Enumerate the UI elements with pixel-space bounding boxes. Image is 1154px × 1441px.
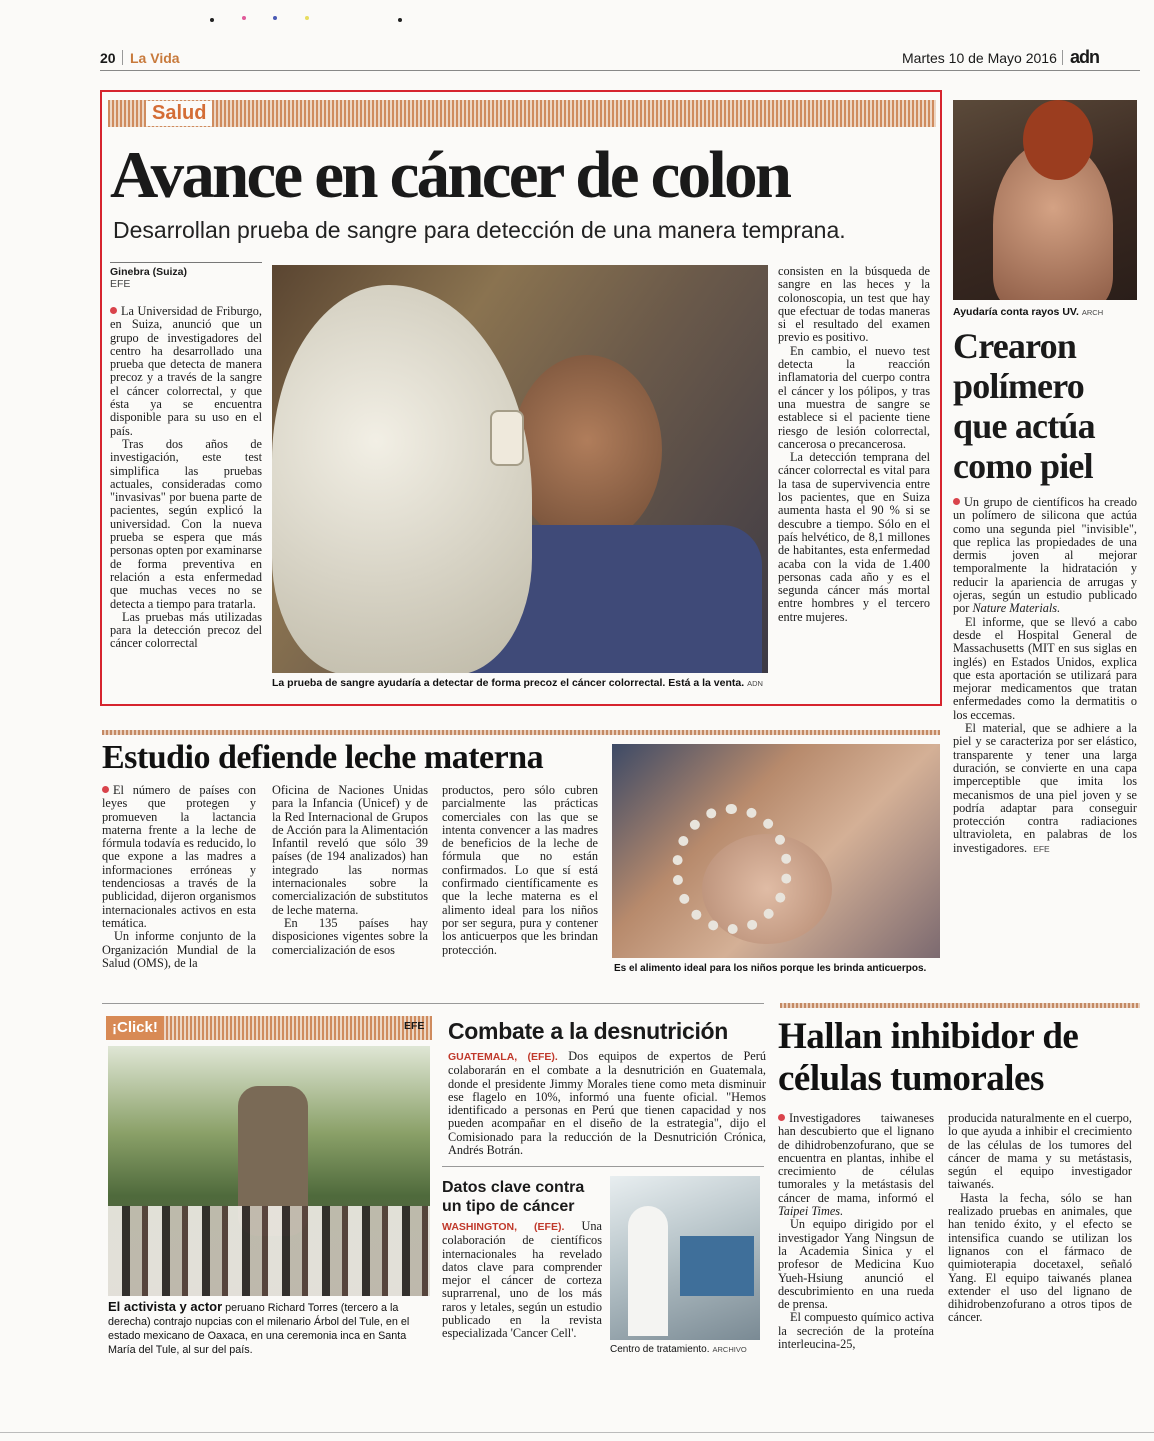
milk-photo-caption: Es el alimento ideal para los niños porque les brinda anticuerpos. [614,963,927,974]
print-registration-marks [210,16,410,24]
main-col-1 [110,305,262,651]
photo-hair [1023,100,1093,180]
cancer-data-headline: Datos clave contra un tipo de cáncer [442,1179,585,1215]
milk-col3-p1: productos, pero sólo cubren parcialmente las prácticas comerciales con las que se intenta convencer a las madres de beneficios de la leche de fórmula que no están confirmados. Lo que sí está confirmado científicamente es que la leche materna es el alimento ideal para los niños por ser segura, pura y contener los anticuerpos que les brindan protección. [442,783,598,957]
nutrition-bottom-rule [442,1166,764,1167]
milk-col1-p2: Un informe conjunto de la Organización Mundial de la Salud (OMS), de la [102,929,256,970]
main-photo-caption: La prueba de sangre ayudaría a detectar de forma precoz el cáncer colorrectal. Está a la venta. ADN [272,677,763,689]
side-headline: Crearon polímero que actúa como piel [953,326,1095,486]
click-label-bar [106,1016,432,1040]
photo-nurse [628,1206,668,1336]
treatment-photo-caption: Centro de tratamiento. ARCHIVO [610,1344,747,1355]
byline [110,262,262,290]
tumor-headline: Hallan inhibidor de células tumorales [778,1016,1079,1099]
bullet-icon [778,1114,785,1121]
wedding-tree-photo [108,1046,430,1296]
photo-equipment [680,1236,754,1296]
bullet-icon [102,786,109,793]
main-col1-p3: Las pruebas más utilizadas para la detección precoz del cáncer colorrectal [110,609,262,651]
click-caption: El activista y actor peruano Richard Torres (tercero a la derecha) contrajo nupcias con el milenario Árbol del Tule, en el estado mexicano de Oaxaca, en una ceremonia inca en Santa María del Tule, al sur del país. [108,1299,410,1356]
main-col-2 [778,265,930,624]
bullet-icon [953,498,960,505]
tumor-col1-p3: El compuesto químico activa la secreción de la proteína interleucina-25, [778,1310,934,1352]
photo-lace-bonnet [672,804,792,934]
blood-test-photo [272,265,768,673]
tumor-top-rule [780,1003,1140,1008]
page-header [100,48,1140,70]
main-col1-p1: La Universidad de Friburgo, en Suiza, anunció que un grupo de investigadores del centro ha desarrollado una prueba que detecta de manera precoz y a través de la sangre el cáncer colorrectal, y que ésta ya se encuentra disponible para su uso en el país. [110,304,262,438]
photo-man-face [512,355,662,545]
milk-top-rule [102,730,940,735]
byline-agency: EFE [110,278,131,290]
side-body: Un grupo de científicos ha creado un polímero de silicona que actúa como una segunda piel "invisible", que replica las propiedades de una dermis joven al mejorar temporalmente la hidratación y reducir la apariencia de arrugas y ojeras, según un estudio publicado por Nature Materials. El informe, que se llevó a cabo desde el Hospital General de Massachusetts (MIT en sus siglas en inglés) en Estados Unidos, explica que esta aportación se utilizará para mejorar medicamentos que tratan enfermedades como la dermatitis o los eccemas. El material, que se adhiere a la piel y se caracteriza por ser elástico, transparente y tener una larga duración, se convierte en una capa imperceptible que imita los mecanismos de una piel joven y se podría adaptar para conseguir protección contra radiaciones ultravioleta, en palabras de los investigadores. EFE [953,495,1137,855]
tumor-col2-p2: Hasta la fecha, sólo se han realizado pruebas en animales, que han tenido éxito, y el efecto se intensifica cuando se utilizan los lignanos con el fármaco de quimioterapia docetaxel, señaló Yang. El equipo taiwanés planea extender el uso del lignano de dihidrobenzofurano a otros tipos de cáncer. [948,1190,1132,1325]
nutrition-headline: Combate a la desnutrición [448,1018,729,1044]
milk-col2-p1: Oficina de Naciones Unidas para la Infancia (Unicef) y de la Red Internacional de Grupos de Acción para la Alimentación Infantil reveló que sólo 39 países (de 194 analizados) han integrado las normas internacionales sobre la comercialización de substitutos de leche materna. [272,783,428,917]
breastfeeding-photo [612,744,940,958]
bottom-top-rule [102,1003,764,1004]
main-col1-p2: Tras dos años de investigación, este test simplifica las pruebas actuales, consideradas como "invasivas" por buena parte de pacientes, según explicó la universidad. Con la nueva prueba se espera que más personas opten por examinarse de forma preventiva en relación a esta enfermedad que muchas veces no se detecta a tiempo para tratarla. [110,436,262,611]
side-agency: EFE [1033,843,1050,854]
milk-headline: Estudio defiende leche materna [102,739,544,776]
milk-col2-p2: En 135 países hay disposiciones vigentes sobre la comercialización de esos [272,915,428,957]
tumor-col1-p2: Un equipo dirigido por el investigador Yang Ningsun de la Academia Sinica y el profesor de Medicina Kuo Yueh-Hsiung anunció el descubrimiento en una rueda de prensa. [778,1217,934,1312]
cancer-data-body: WASHINGTON, (EFE). Una colaboración de científicos internacionales ha revelado datos clave para comprender mejor el cáncer de corteza suprarrenal, uno de los más raros y letales, según un estudio publicado en la revista especializada 'Cancer Cell'. [442,1219,603,1341]
tumor-col2-p1: producida naturalmente en el cuerpo, lo que ayuda a inhibir el crecimiento de las células de los tumores del cáncer de mama y su metástasis, según el equipo investigador taiwanés. [948,1111,1132,1192]
milk-col-2 [272,784,428,957]
tumor-col-1: Investigadores taiwaneses han descubierto que el lignano de dihidrobenzofurano, que se encuentra en plantas, inhibe el crecimiento de células tumorales y la metástasis del cáncer de mama, informó el Taipei Times. Un equipo dirigido por el investigador Yang Ningsun de la Academia Sinica y el profesor de Medicina Kuo Yueh-Hsiung anunció el descubrimiento en una rueda de prensa. El compuesto químico activa la secreción de la proteína interleucina-25, [778,1111,934,1352]
milk-col-1: El número de países con leyes que protegen y promueven la lactancia materna frente a la leche de fórmula todavía es reducido, lo que expone a las madres a informaciones erróneas y tendenciosas a través de la publicidad, dijeron organismos internacionales activos en esta temática. Un informe conjunto de la Organización Mundial de la Salud (OMS), de la [102,783,256,970]
bullet-icon [110,307,117,314]
main-col2-p1: consisten en la búsqueda de sangre en las heces y la colonoscopia, un test que hay que efectuar de todas maneras si el resultado del examen previo es positivo. [778,264,930,345]
main-col2-p2: En cambio, el nuevo test detecta la reacción inflamatoria del cuerpo contra el cáncer y los pólipos, y tras una muestra de sangre se establece si el paciente tiene riesgo de lesión colorrectal, cancerosa o precancerosa. [778,343,930,451]
photo-gloved-hand [272,285,532,673]
skin-back-photo [953,100,1137,300]
header-rule [100,70,1140,71]
click-label: ¡Click! [106,1016,164,1040]
side-p2: El informe, que se llevó a cabo desde el Hospital General de Massachusetts (MIT en sus siglas en inglés) en Estados Unidos, explica que esta aportación se utilizará para mejorar medicamentos que tratan enfermedades como la dermatitis o los eccemas. [953,614,1137,722]
section-label: Salud [146,101,212,126]
page-number: 20 [100,50,116,66]
side-p3: El material, que se adhiere a la piel y se caracteriza por ser elástico, transparente y tener una larga duración, se convierte en una capa imperceptible que imita los mecanismos de una piel joven y se podría adaptar para conseguir protección contra radiaciones ultravioleta, en palabras de los investigadores. [953,721,1137,855]
header-divider [1062,50,1063,65]
milk-col-3 [442,784,598,957]
adn-logo: adn [1070,47,1100,67]
side-photo-caption: Ayudaría conta rayos UV. ARCH [953,306,1104,318]
header-divider [122,50,123,65]
byline-place: Ginebra (Suiza) [110,266,188,278]
click-agency: EFE [404,1020,425,1032]
photo-crowd [108,1206,430,1296]
nutrition-body: GUATEMALA, (EFE). Dos equipos de expertos de Perú colaborarán en el combate a la desnutrición en Guatemala, donde el presidente Jimmy Morales tiene como meta disminuir ese flagelo en 10%, informó una fuente oficial. "Hemos identificado a personas en Perú que tienen capacidad y nos pueden acompañar en el diseño de la estrategia", dijo el Comisionado para la reducción de la Desnutrición Crónica, Andrés Botrán. [448,1049,766,1158]
issue-date: Martes 10 de Mayo 2016 [902,50,1057,66]
photo-test-vial [490,410,524,466]
section-name: La Vida [130,50,180,66]
main-headline: Avance en cáncer de colon [110,138,790,212]
main-col2-p3: La detección temprana del cáncer colorrectal es vital para la tasa de supervivencia entre los pacientes, que en Suiza aumenta hasta el 90 % si se descubre a tiempo. Sólo en el país helvético, de 8,1 millones de habitantes, esta enfermedad acaba con la vida de 1.400 personas cada año y es el segunda cáncer más mortal entre hombres y el tercero entre mujeres. [778,450,930,624]
treatment-center-photo [610,1176,760,1340]
main-deck: Desarrollan prueba de sangre para detección de una manera temprana. [113,217,846,243]
page-bottom-rule [0,1432,1154,1433]
section-label-bar [108,100,936,127]
tumor-col-2 [948,1112,1132,1325]
